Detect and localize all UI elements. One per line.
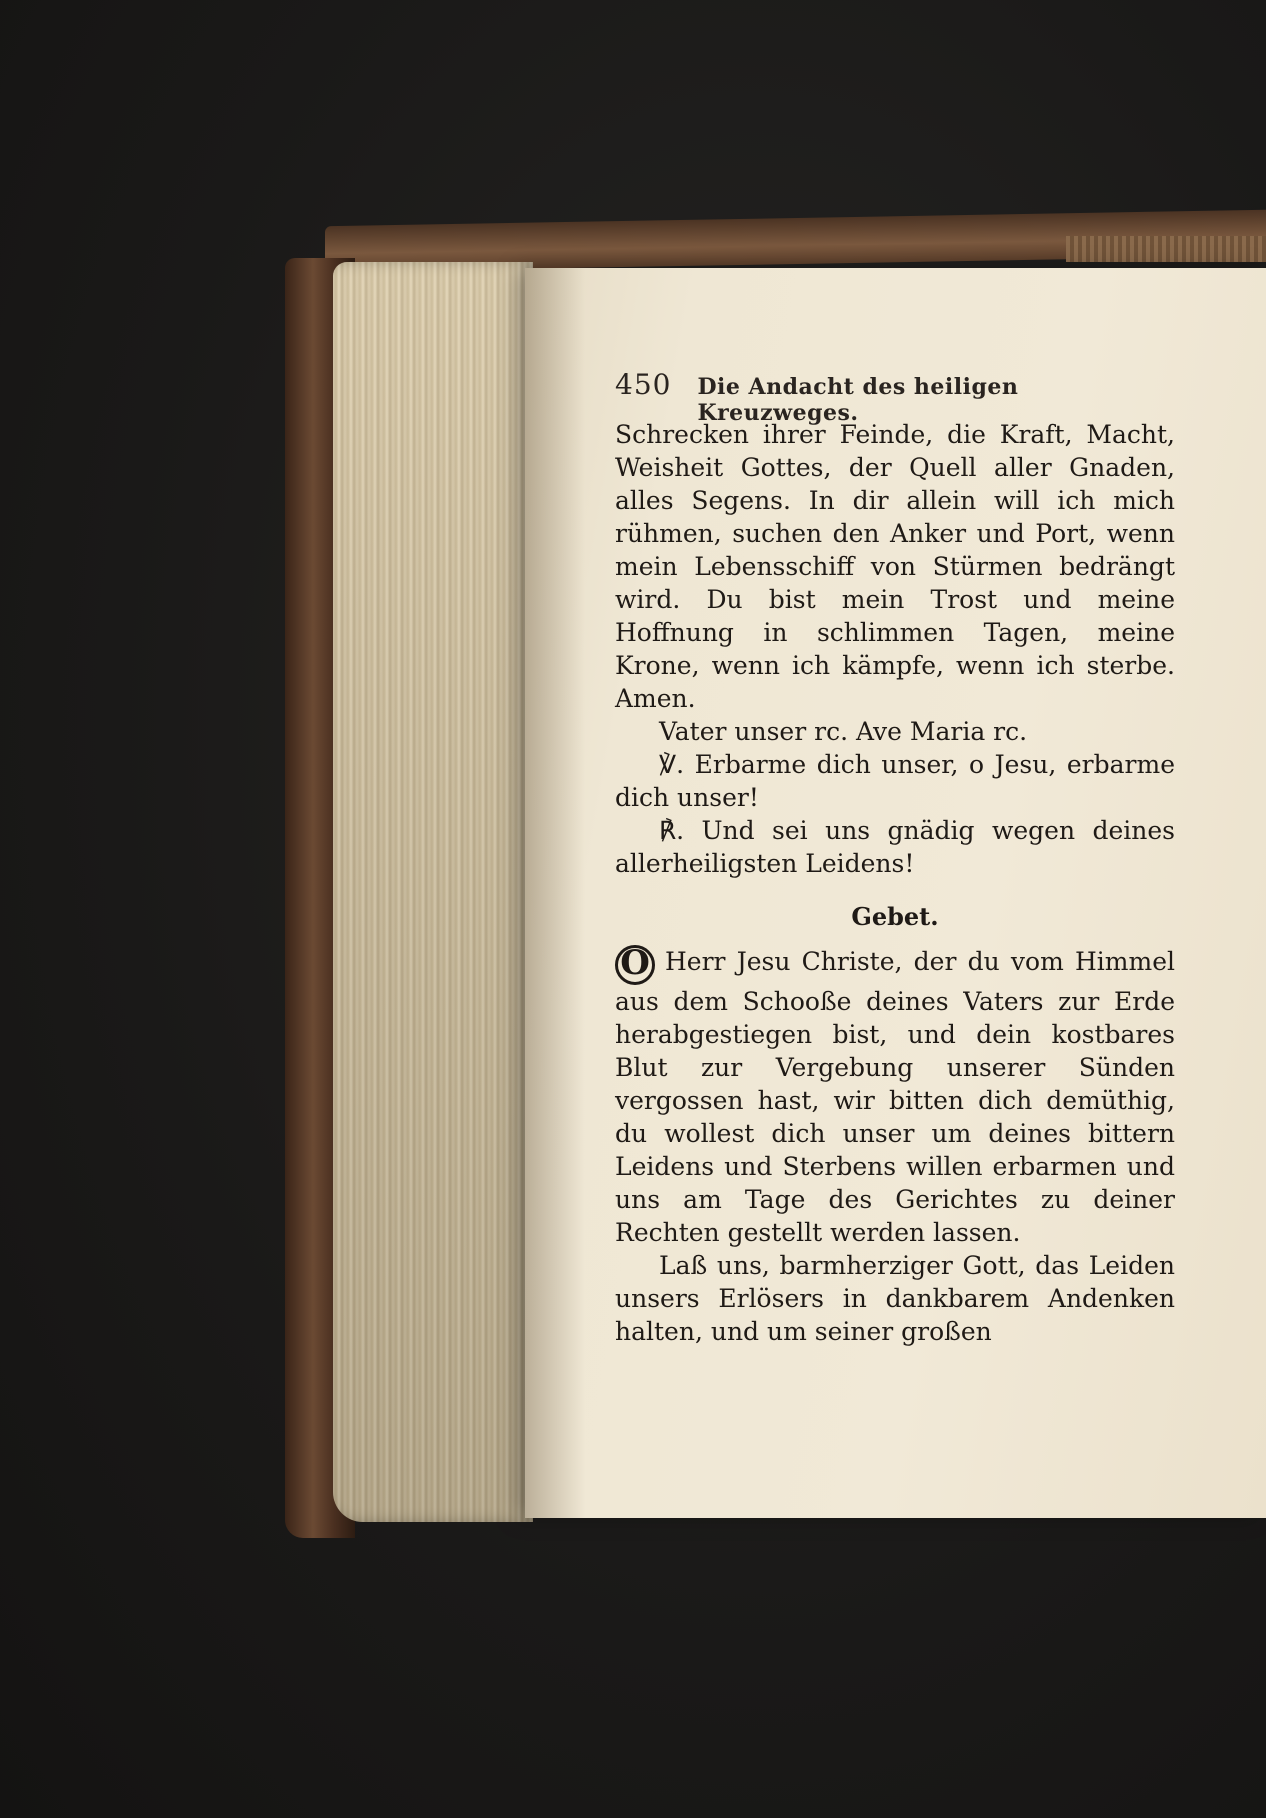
prayer-paragraph [615, 945, 1175, 1249]
prayer-references: Vater unser rc. Ave Maria rc. [659, 717, 1028, 746]
drop-cap: O [615, 945, 655, 985]
versicle: ℣. Erbarme dich unser, o Jesu, erbarme dich unser! [615, 750, 1175, 812]
final-paragraph: Laß uns, barmherziger Gott, das Leiden unsers Erlösers in dankbarem Andenken halten, und um seiner großen [615, 1251, 1175, 1346]
response: ℟. Und sei uns gnädig wegen deines allerheiligsten Leidens! [615, 816, 1175, 878]
page-text [615, 418, 1175, 1348]
paragraph-opening: Schrecken ihrer Feinde, die Kraft, Macht, Weisheit Gottes, der Quell aller Gnaden, alles Segens. In dir allein will ich mich rühmen, suchen den Anker und Port, wenn mein Lebensschiff von Stürmen bedrängt wird. Du bist mein Trost und meine Hoffnung in schlimmen Tagen, meine Krone, wenn ich kämpfe, wenn ich sterbe. Amen. [615, 420, 1175, 713]
book-headband [1066, 236, 1266, 262]
page-number: 450 [615, 368, 672, 401]
open-book [285, 218, 1266, 1548]
section-heading: Gebet. [851, 902, 939, 931]
book-page [525, 268, 1266, 1518]
prayer-text: Herr Jesu Christe, der du vom Himmel aus dem Schooße deines Vaters zur Erde herabgestiegen bist, und dein kostbares Blut zur Vergebung unserer Sünden vergossen hast, wir bitten dich demüthig, du wollest dich unser um deines bittern Leidens und Sterbens willen erbarmen und uns am Tage des Gerichtes zu deiner Rechten gestellt werden lassen. [615, 947, 1175, 1247]
gutter-shadow [525, 268, 585, 1518]
running-title: Die Andacht des heiligen Kreuzweges. [697, 374, 1019, 426]
page-block-edges [333, 262, 533, 1522]
